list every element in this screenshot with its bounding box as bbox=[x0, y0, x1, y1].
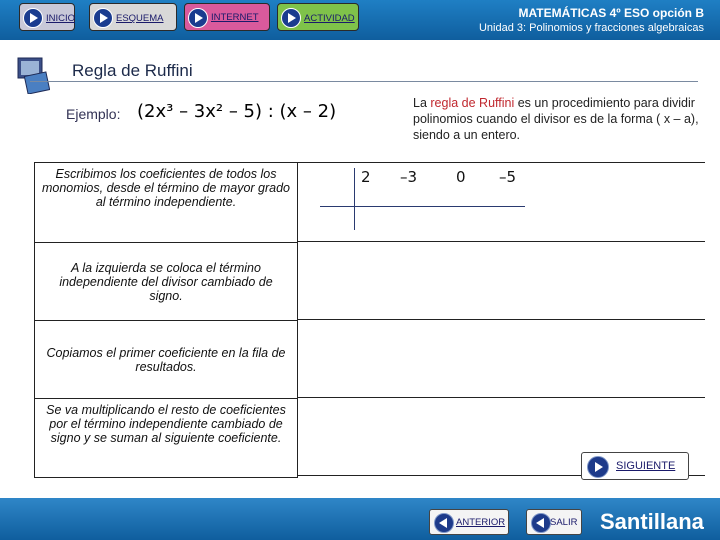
back-icon bbox=[531, 513, 551, 533]
unit-title: Polinomios y fracciones algebraicas bbox=[529, 22, 704, 34]
coefficient: 0 bbox=[456, 168, 466, 186]
unit-subtitle bbox=[479, 22, 704, 34]
coefficient: –3 bbox=[400, 168, 418, 186]
step-1: Escribimos los coeficientes de todos los monomios, desde el término de mayor grado al término independiente. bbox=[35, 163, 297, 243]
nav-esquema-button[interactable] bbox=[89, 3, 177, 31]
siguiente-button[interactable] bbox=[581, 452, 689, 480]
step-4: Se va multiplicando el resto de coeficientes por el término independiente cambiado de signo y se suman al siguiente coeficiente. bbox=[46, 403, 286, 445]
play-icon bbox=[188, 8, 208, 28]
nav-inicio-button[interactable] bbox=[19, 3, 75, 31]
anterior-button[interactable] bbox=[429, 509, 509, 535]
example-label: Ejemplo: bbox=[66, 106, 121, 122]
nav-actividad-label: ACTIVIDAD bbox=[304, 13, 355, 24]
unit-label: Unidad 3: bbox=[478, 22, 527, 34]
anterior-label: ANTERIOR bbox=[456, 517, 506, 528]
ruffini-horizontal-line bbox=[320, 206, 525, 207]
back-icon bbox=[434, 513, 454, 533]
play-icon bbox=[281, 8, 301, 28]
description-post: es un procedimiento para dividir polinomios cuando el divisor es de la forma ( x – a), siendo a un entero. bbox=[413, 96, 699, 142]
nav-inicio-label: INICIO bbox=[46, 13, 76, 24]
nav-actividad-button[interactable] bbox=[277, 3, 359, 31]
course-title: MATEMÁTICAS 4º ESO opción B bbox=[518, 6, 704, 20]
row-divider bbox=[297, 241, 705, 242]
description-text bbox=[413, 95, 703, 143]
salir-button[interactable] bbox=[526, 509, 582, 535]
page-title: Regla de Ruffini bbox=[72, 61, 193, 80]
row-divider bbox=[297, 319, 705, 320]
example-expression: (2x³ – 3x² – 5) : (x – 2) bbox=[137, 101, 337, 122]
nav-esquema-label: ESQUEMA bbox=[116, 13, 164, 24]
step-2: A la izquierda se coloca el término independiente del divisor cambiado de signo. bbox=[35, 243, 297, 321]
row-divider bbox=[297, 397, 705, 398]
coefficient: 2 bbox=[361, 168, 371, 186]
description-pre: La bbox=[413, 96, 431, 110]
ruffini-vertical-line bbox=[354, 168, 355, 230]
coefficient: –5 bbox=[499, 168, 517, 186]
step-3: Copiamos el primer coeficiente en la fila de resultados. bbox=[35, 321, 297, 399]
play-icon bbox=[587, 456, 609, 478]
play-icon bbox=[23, 8, 43, 28]
title-divider bbox=[30, 81, 698, 82]
nav-internet-label: INTERNET bbox=[211, 12, 259, 23]
siguiente-label: SIGUIENTE bbox=[616, 460, 676, 472]
slides-icon bbox=[16, 56, 50, 94]
steps-column bbox=[34, 162, 298, 478]
play-icon bbox=[93, 8, 113, 28]
nav-internet-button[interactable] bbox=[184, 3, 270, 31]
brand-logo: Santillana bbox=[600, 509, 704, 534]
description-highlight: regla de Ruffini bbox=[430, 96, 515, 110]
salir-label: SALIR bbox=[550, 517, 578, 528]
